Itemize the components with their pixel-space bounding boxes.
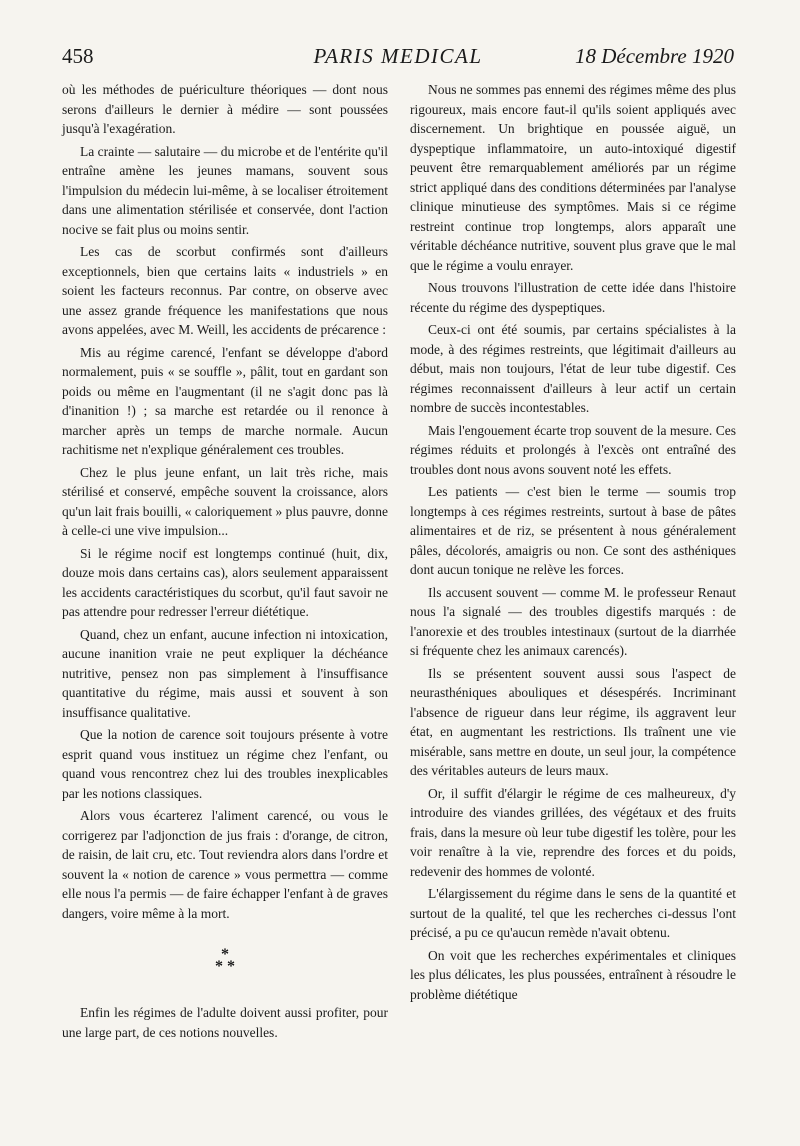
left-column [62,80,388,1045]
paragraph: Nous ne sommes pas ennemi des régimes même des plus rigoureux, mais encore faut-il qu'ils soient appliqués avec discernement. Un brightique en poussée aiguë, un dyspeptique inflammatoire, un auto-intoxiqué digestif peuvent être remarquablement améliorés par un régime strict appliqué dans des conditions déterminées par l'analyse clinique minutieuse des symptômes. Mais si ce régime restreint continue trop longtemps, alors apparaît une véritable déchéance nutritive, souvent plus grave que le mal que le régime a voulu enrayer. [410,82,736,273]
asterism-top: * [221,946,229,963]
section-asterism [62,946,388,975]
issue-date: 18 Décembre 1920 [574,44,734,68]
paragraph: L'élargissement du régime dans le sens de la quantité et surtout de la qualité, tel que les recherches ci-dessus l'ont précisé, a pu ce qu'aucun remède n'avait obtenu. [410,886,736,940]
paragraph: Enfin les régimes de l'adulte doivent aussi profiter, pour une large part, de ces notions nouvelles. [62,1005,388,1040]
page-number: 458 [62,44,94,68]
paragraph: Nous trouvons l'illustration de cette idée dans l'histoire récente du régime des dyspeptiques. [410,280,736,315]
paragraph: Or, il suffit d'élargir le régime de ces malheureux, d'y introduire des viandes grillées, des végétaux et des fruits frais, dans la mesure où leur tube digestif les tolère, pour les voir renaître à la vie, reprendre des forces et du poids, redevenir des hommes de volonté. [410,785,736,879]
paragraph: Ils se présentent souvent aussi sous l'aspect de neurasthéniques abouliques et désespérés. Incriminant l'absence de rigueur dans leur régime, ils aggravent leur état, en augmentant les restrictions. Ils traînent une vie misérable, sans mettre en doute, un seul jour, la compétence des véritables auteurs de leurs maux. [410,665,736,778]
paragraph: Que la notion de carence soit toujours présente à votre esprit quand vous instituez un régime chez l'enfant, ou quand vous rencontrez chez lui des troubles inexplicables par les notions classiques. [62,727,388,801]
paragraph: Si le régime nocif est longtemps continué (huit, dix, douze mois dans certains cas), alors seulement apparaissent les accidents caractéristiques du scorbut, qu'il faut savoir ne pas attendre pour redresser l'erreur diététique. [62,545,388,619]
paragraph: Chez le plus jeune enfant, un lait très riche, mais stérilisé et conservé, empêche souvent la croissance, alors qu'un lait frais bouilli, « caloriquement » plus pauvre, donne à celle-ci une vive impulsion... [62,464,388,538]
paragraph: Ceux-ci ont été soumis, par certains spécialistes à la mode, à des régimes restreints, que légitimait d'ailleurs au début, mais non toujours, l'état de leur tube digestif. Ces régimes reconnaissent d'ailleurs à leur actif un certain nombre de succès incontestables. [410,322,736,415]
paragraph: Les patients — c'est bien le terme — soumis trop longtemps à ces régimes restreints, surtout à base de pâtes alimentaires et de riz, se présentent à nous généralement pâles, décolorés, amaigris ou non. Ce sont des asthéniques dont aucun tonique ne relève les forces. [410,484,736,577]
paragraph: On voit que les recherches expérimentales et cliniques les plus délicates, les plus poussées, entraînent à résoudre le problème diététique [410,947,736,1002]
paragraph: Mis au régime carencé, l'enfant se développe d'abord normalement, puis « se souffle », pâlit, tout en gardant son poids ou même en l'augmentant (il ne s'agit donc pas là d'inanition !) ; sa marche est retardée ou il renonce à marcher après un temps de marche normale. Aucun rachitisme net n'explique généralement ces troubles. [62,344,388,457]
right-column [410,80,736,1007]
asterism-bottom: * * [215,958,235,975]
paragraph: Quand, chez un enfant, aucune infection ni intoxication, aucune inanition vraie ne peut expliquer la déchéance nutritive, pensez non pas simplement à l'insuffisance quantitative du régime, mais aussi et souvent à son insuffisance qualitative. [62,626,388,720]
paragraph: La crainte — salutaire — du microbe et de l'entérite qu'il entraîne amène les jeunes mamans, souvent sous l'impulsion du médecin lui-même, à se localiser étroitement dans une alimentation stérilisée et conservée, dont l'action nocive se fait plus ou moins sentir. [62,143,388,237]
paragraph: Alors vous écarterez l'aliment carencé, ou vous le corrigerez par l'adjonction de jus frais : d'orange, de citron, de raisin, de lait cru, etc. Tout reviendra alors dans l'ordre et souvent la « notion de carence » vous permettra — comme elle nous l'a permis — de faire échapper l'enfant à de graves dangers, voire même à la mort. [62,808,388,921]
paragraph: Ils accusent souvent — comme M. le professeur Renaut nous l'a signalé — des troubles digestifs marqués : de l'anorexie et des troubles intestinaux (surtout de la diarrhée si fréquente chez les animaux carencés). [410,584,736,658]
page-header [62,44,734,74]
paragraph: où les méthodes de puériculture théoriques — dont nous serons d'ailleurs le dernier à médire — sont poussées jusqu'à l'exagération. [62,82,388,136]
paragraph: Mais l'engouement écarte trop souvent de la mesure. Ces régimes réduits et prolongés à l'excès ont entraîné des troubles dont nous avons souvent noté les effets. [410,422,736,477]
paragraph: Les cas de scorbut confirmés sont d'ailleurs exceptionnels, bien que certains laits « industriels » en soient les facteurs reconnus. Par contre, on observe avec une assez grande fréquence les manifestations que nous avons appelées, avec M. Weill, les accidents de précarence : [62,244,388,337]
journal-title: PARIS MEDICAL [313,44,483,68]
